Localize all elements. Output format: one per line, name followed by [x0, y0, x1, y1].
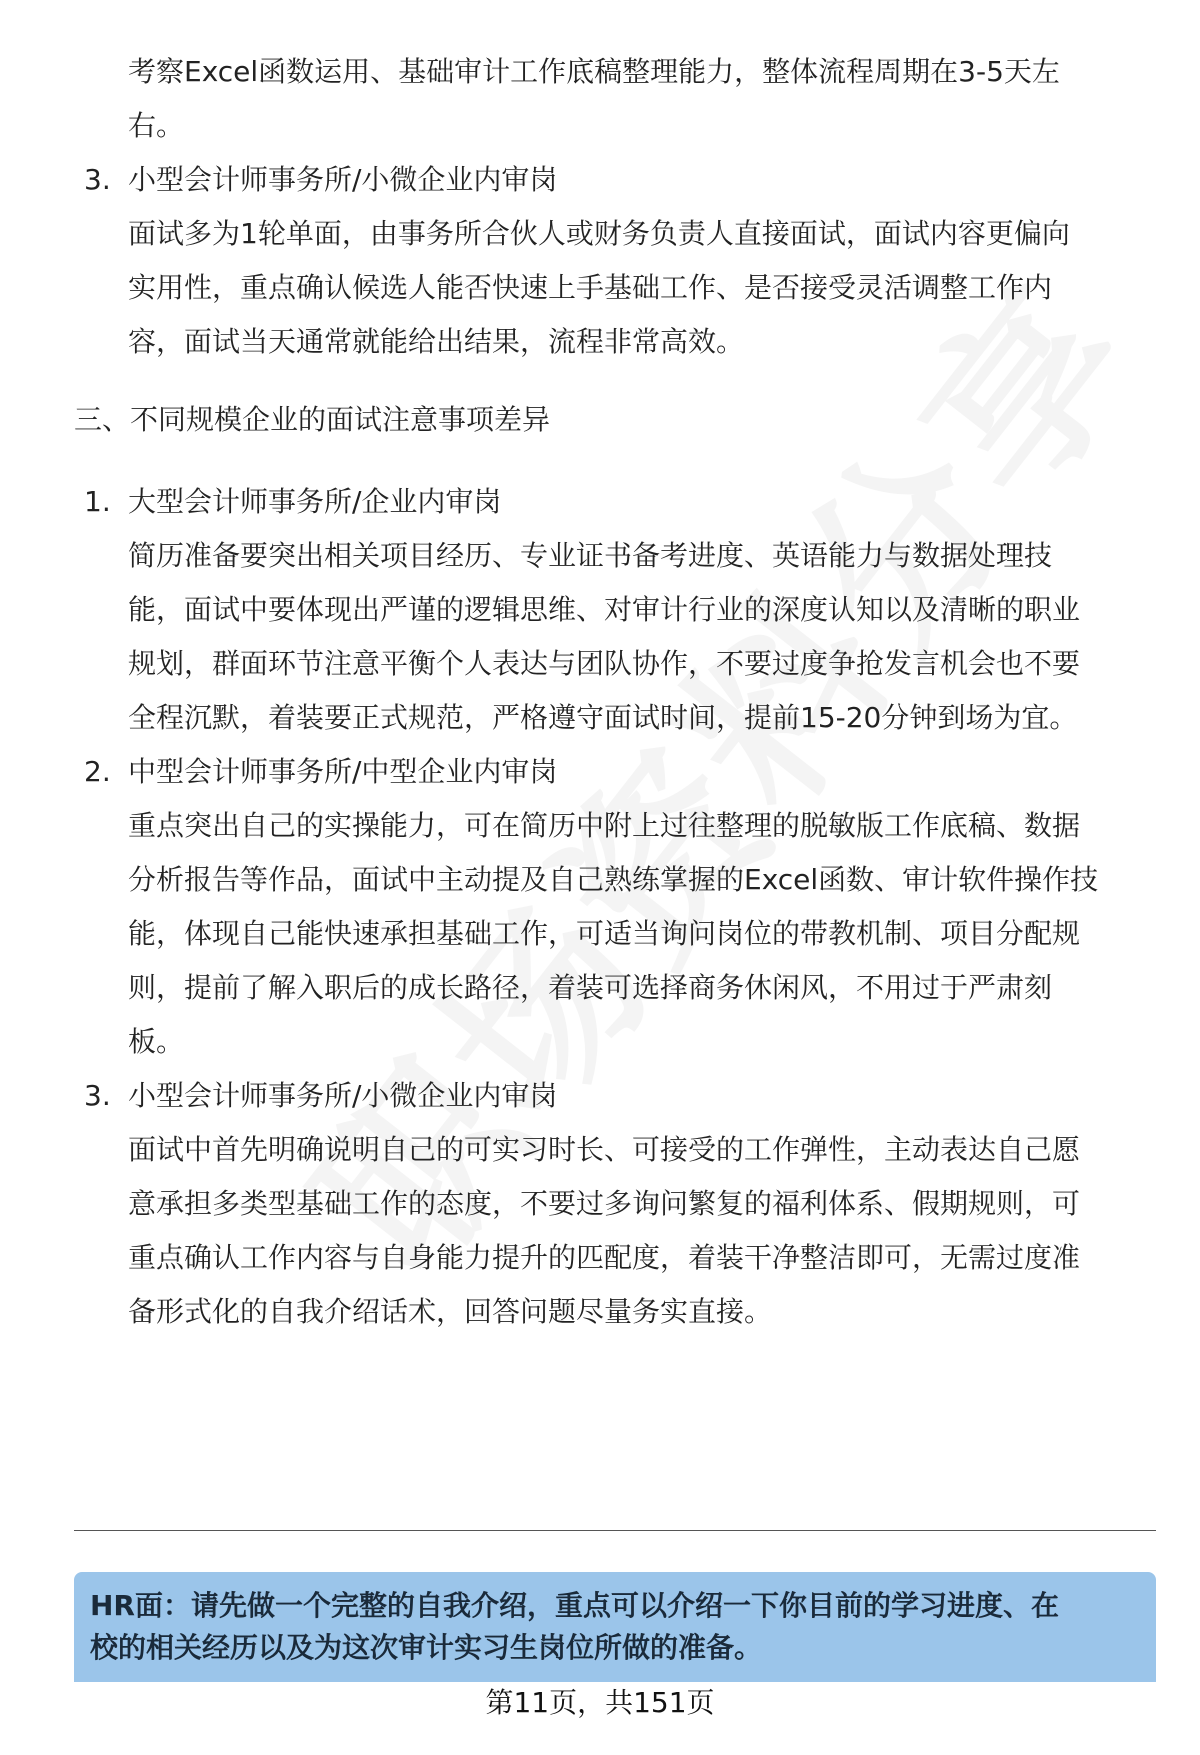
paragraph-line: 实用性，重点确认候选人能否快速上手基础工作、是否接受灵活调整工作内 [128, 271, 1053, 304]
item-number: 3. [84, 163, 111, 196]
item-title: 大型会计师事务所/企业内审岗 [128, 485, 502, 518]
paragraph-line: 意承担多类型基础工作的态度，不要过多询问繁复的福利体系、假期规则，可 [128, 1187, 1081, 1220]
item-number: 3. [84, 1079, 111, 1112]
page-number: 第11页，共151页 [485, 1686, 715, 1719]
hr-question-line: HR面：请先做一个完整的自我介绍，重点可以介绍一下你目前的学习进度、在 [90, 1589, 1059, 1622]
paragraph-line: 面试中首先明确说明自己的可实习时长、可接受的工作弹性，主动表达自己愿 [128, 1133, 1081, 1166]
hr-question-box [74, 1572, 1156, 1682]
paragraph-line: 容，面试当天通常就能给出结果，流程非常高效。 [128, 325, 745, 358]
paragraph-line: 全程沉默，着装要正式规范，严格遵守面试时间，提前15-20分钟到场为宜。 [128, 701, 1078, 734]
paragraph-line: 考察Excel函数运用、基础审计工作底稿整理能力，整体流程周期在3-5天左 [128, 55, 1060, 88]
item-title: 小型会计师事务所/小微企业内审岗 [128, 163, 558, 196]
paragraph-line: 分析报告等作品，面试中主动提及自己熟练掌握的Excel函数、审计软件操作技 [128, 863, 1099, 896]
horizontal-divider [74, 1530, 1156, 1531]
paragraph-line: 重点确认工作内容与自身能力提升的匹配度，着装干净整洁即可，无需过度准 [128, 1241, 1081, 1274]
paragraph-line: 能，面试中要体现出严谨的逻辑思维、对审计行业的深度认知以及清晰的职业 [128, 593, 1081, 626]
item-title: 小型会计师事务所/小微企业内审岗 [128, 1079, 558, 1112]
paragraph-line: 右。 [128, 109, 185, 142]
paragraph-line: 简历准备要突出相关项目经历、专业证书备考进度、英语能力与数据处理技 [128, 539, 1053, 572]
paragraph-line: 备形式化的自我介绍话术，回答问题尽量务实直接。 [128, 1295, 773, 1328]
paragraph-line: 能，体现自己能快速承担基础工作，可适当询问岗位的带教机制、项目分配规 [128, 917, 1081, 950]
item-number: 2. [84, 755, 111, 788]
item-number: 1. [84, 485, 111, 518]
paragraph-line: 规划，群面环节注意平衡个人表达与团队协作，不要过度争抢发言机会也不要 [128, 647, 1081, 680]
section-heading: 三、不同规模企业的面试注意事项差异 [74, 403, 551, 436]
paragraph-line: 则，提前了解入职后的成长路径，着装可选择商务休闲风，不用过于严肃刻 [128, 971, 1053, 1004]
paragraph-line: 面试多为1轮单面，由事务所合伙人或财务负责人直接面试，面试内容更偏向 [128, 217, 1070, 250]
paragraph-line: 重点突出自己的实操能力，可在简历中附上过往整理的脱敏版工作底稿、数据 [128, 809, 1081, 842]
hr-question-line: 校的相关经历以及为这次审计实习生岗位所做的准备。 [90, 1631, 763, 1664]
item-title: 中型会计师事务所/中型企业内审岗 [128, 755, 558, 788]
paragraph-line: 板。 [128, 1025, 185, 1058]
